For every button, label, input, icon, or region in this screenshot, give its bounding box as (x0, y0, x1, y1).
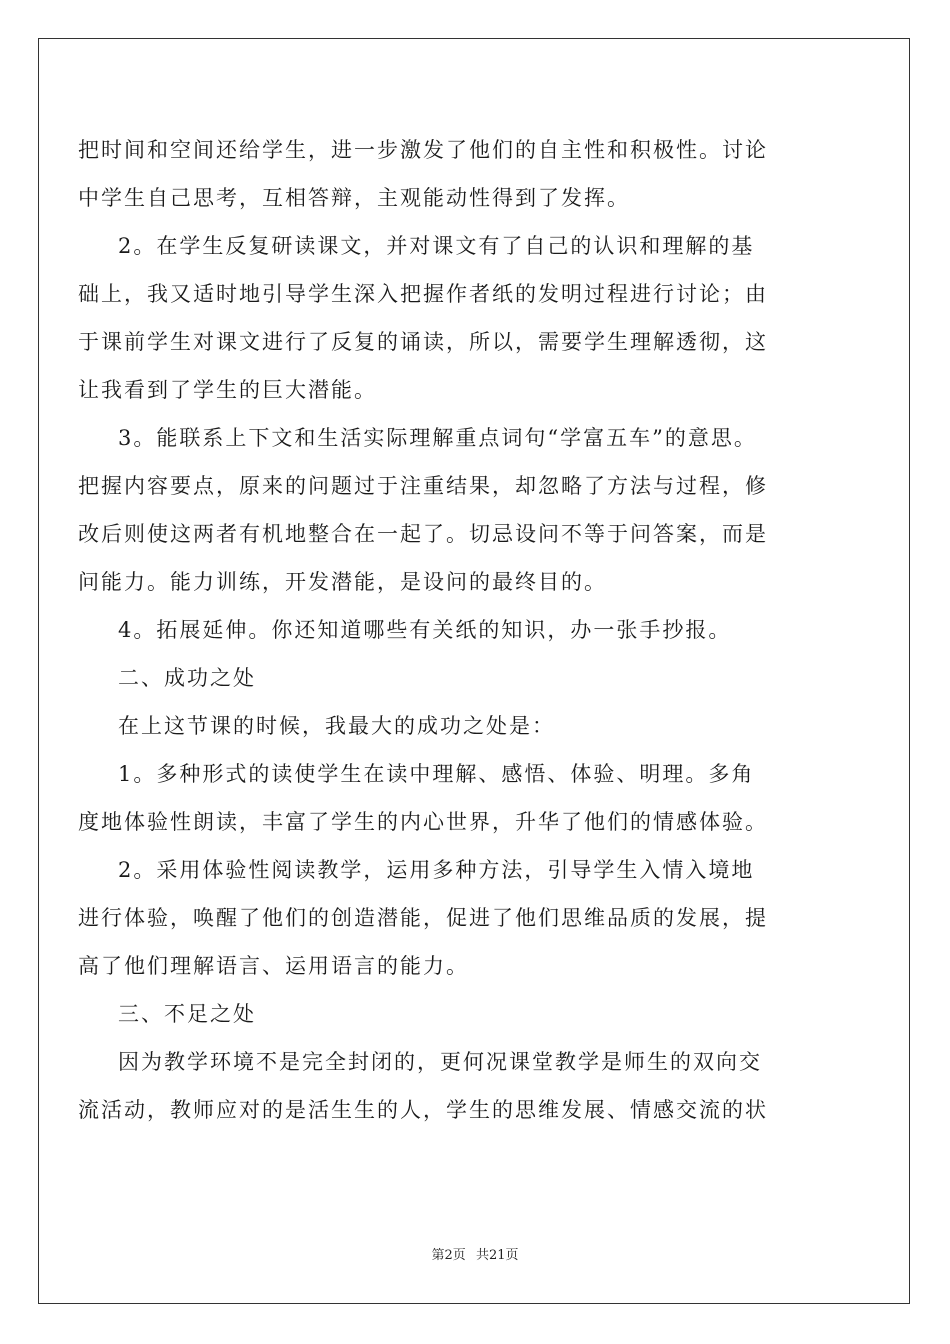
paragraph-line: 2。采用体验性阅读教学，运用多种方法，引导学生入情入境地 (118, 858, 755, 882)
paragraph-line: 三、不足之处 (118, 1002, 256, 1026)
paragraph-line: 度地体验性朗读，丰富了学生的内心世界，升华了他们的情感体验。 (78, 810, 768, 834)
paragraph-line: 因为教学环境不是完全封闭的，更何况课堂教学是师生的双向交 (118, 1050, 762, 1074)
page-footer (0, 1244, 950, 1263)
paragraph-line: 改后则使这两者有机地整合在一起了。切忌设问不等于问答案，而是 (78, 522, 768, 546)
paragraph-line: 在上这节课的时候，我最大的成功之处是： (118, 714, 555, 738)
paragraph-line: 把时间和空间还给学生，进一步激发了他们的自主性和积极性。讨论 (78, 138, 768, 162)
page-number: 第2页 (431, 1248, 466, 1263)
paragraph-line: 3。能联系上下文和生活实际理解重点词句“学富五车”的意思。 (118, 426, 757, 450)
paragraph-line: 1。多种形式的读使学生在读中理解、感悟、体验、明理。多角 (118, 762, 755, 786)
paragraph-line: 高了他们理解语言、运用语言的能力。 (78, 954, 469, 978)
paragraph-line: 进行体验，唤醒了他们的创造潜能，促进了他们思维品质的发展，提 (78, 906, 768, 930)
total-pages: 共21页 (475, 1248, 519, 1263)
paragraph-line: 4。拓展延伸。你还知道哪些有关纸的知识，办一张手抄报。 (118, 618, 732, 642)
paragraph-line: 础上，我又适时地引导学生深入把握作者纸的发明过程进行讨论；由 (78, 282, 768, 306)
paragraph-line: 问能力。能力训练，开发潜能，是设问的最终目的。 (78, 570, 607, 594)
paragraph-line: 于课前学生对课文进行了反复的诵读，所以，需要学生理解透彻，这 (78, 330, 768, 354)
paragraph-line: 把握内容要点，原来的问题过于注重结果，却忽略了方法与过程，修 (78, 474, 768, 498)
paragraph-line: 二、成功之处 (118, 666, 256, 690)
paragraph-line: 流活动，教师应对的是活生生的人，学生的思维发展、情感交流的状 (78, 1098, 768, 1122)
paragraph-line: 2。在学生反复研读课文，并对课文有了自己的认识和理解的基 (118, 234, 755, 258)
document-body (78, 126, 858, 1134)
paragraph-line: 让我看到了学生的巨大潜能。 (78, 378, 377, 402)
paragraph-line: 中学生自己思考，互相答辩，主观能动性得到了发挥。 (78, 186, 630, 210)
